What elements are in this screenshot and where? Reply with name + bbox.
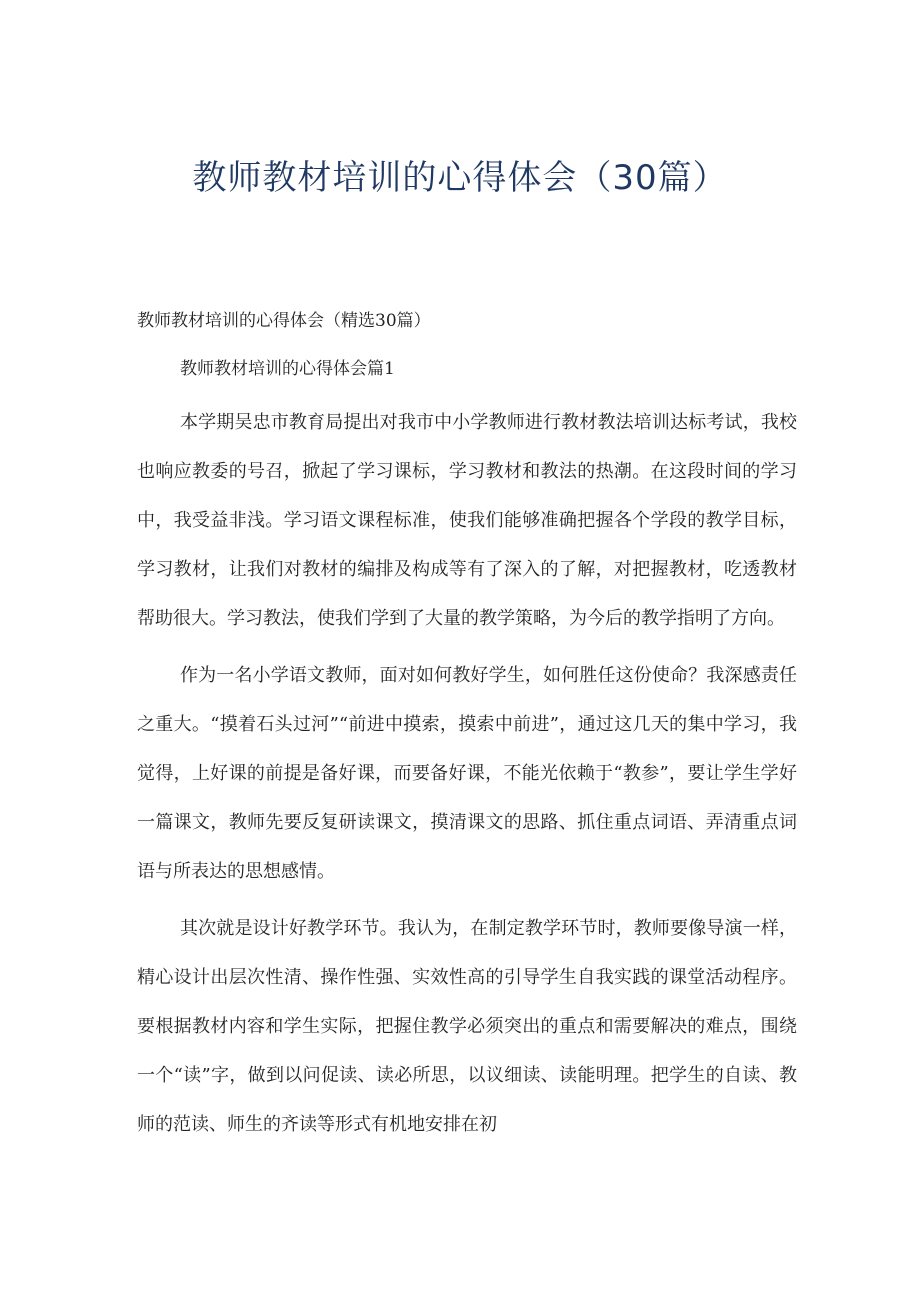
paragraph: 其次就是设计好教学环节。我认为，在制定教学环节时，教师要像导演一样，精心设计出层次性清、操作性强、实效性高的引导学生自我实践的课堂活动程序。要根据教材内容和学生实际，把握住教学必须突出的重点和需要解决的难点，围绕一个“读”字，做到以问促读、读必所思，以议细读、读能明理。把学生的自读、教师的范读、师生的齐读等形式有机地安排在初 (137, 918, 797, 1135)
section-heading: 教师教材培训的心得体会篇1 (180, 359, 395, 379)
paragraph: 作为一名小学语文教师，面对如何教好学生，如何胜任这份使命？我深感责任之重大。“摸着石头过河”“前进中摸索，摸索中前进”，通过这几天的集中学习，我觉得，上好课的前提是备好课，而要备好课，不能光依赖于“教参”，要让学生学好一篇课文，教师先要反复研读课文，摸清课文的思路、抓住重点词语、弄清重点词语与所表达的思想感情。 (137, 665, 797, 882)
document-body (137, 398, 797, 1157)
paragraph: 本学期吴忠市教育局提出对我市中小学教师进行教材教法培训达标考试，我校也响应教委的号召，掀起了学习课标，学习教材和教法的热潮。在这段时间的学习中，我受益非浅。学习语文课程标准，使我们能够准确把握各个学段的教学目标，学习教材，让我们对教材的编排及构成等有了深入的了解，对把握教材，吃透教材帮助很大。学习教法，使我们学到了大量的教学策略，为今后的教学指明了方向。 (137, 412, 797, 629)
document-subtitle: 教师教材培训的心得体会（精选30篇） (137, 311, 431, 331)
document-title: 教师教材培训的心得体会（30篇） (192, 158, 728, 198)
